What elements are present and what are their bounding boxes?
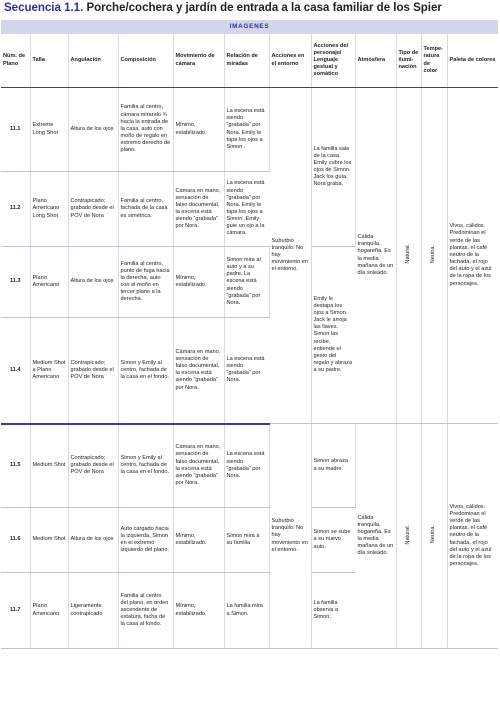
- cell-acciones-entorno-group2: Suburbio tranquilo. No hay movimiento en el entorno.: [269, 424, 311, 649]
- cell-acciones-personaje: La familia sale de la casa. Emily cubre los ojos de Simon. Jack los guía, Nora graba.: [311, 88, 355, 247]
- shot-number: 11.6: [1, 508, 30, 573]
- banner-imagenes: IMAGENES: [1, 20, 498, 34]
- shot-number: 11.2: [1, 172, 30, 247]
- table-row: [1, 424, 498, 508]
- header-angulacion: Angulación: [68, 34, 118, 88]
- cell-talla: Medium Shot: [30, 508, 68, 573]
- cell-angulacion: Altura de los ojos: [68, 508, 118, 573]
- cell-iluminacion-group1: Natural.: [396, 88, 421, 424]
- cell-talla: Plano Americano: [30, 573, 68, 649]
- cell-angulacion: Altura de los ojos: [68, 247, 118, 318]
- cell-talla: Medium Shot: [30, 424, 68, 508]
- header-num: Núm. de Plano: [1, 34, 30, 88]
- cell-relacion: La escena está siendo “grabada” por Nora.: [224, 318, 269, 424]
- cell-temperatura-group2: Neutra.: [421, 424, 447, 649]
- cell-talla: Extreme Long Shot: [30, 88, 68, 172]
- cell-acciones-personaje: Emily le destapa los ojos a Simon. Jack le arroja las llaves. Simon las recibe, entiende el gesto del regalo y abraza a su padre.: [311, 247, 355, 424]
- cell-relacion: La escena está siendo “grabada” por Nora.: [224, 424, 269, 508]
- header-relacion: Relación de miradas: [224, 34, 269, 88]
- cell-movimiento: Mínimo, estabilizado.: [173, 88, 224, 172]
- cell-composicion: Auto cargado hacia la izquierda, Simon en el extremo izquierdo del plano.: [118, 508, 173, 573]
- cell-angulacion: Ligeramente contrapicado: [68, 573, 118, 649]
- header-talla: Talla: [30, 34, 68, 88]
- header-row: [1, 34, 498, 88]
- sequence-title: Porche/cochera y jardín de entrada a la casa familiar de los Spier: [86, 2, 442, 14]
- cell-relacion: La escena está siendo “grabada” por Nora. Emily le tapa los ojos a Simon .: [224, 88, 269, 172]
- cell-acciones-personaje: Simon se sube a su nuevo auto.: [311, 508, 355, 573]
- cell-acciones-entorno-group1: Suburbio tranquilo. No hay movimiento en el entorno.: [269, 88, 311, 424]
- cell-atmosfera-group2: Cálida tranquila, hogareña. Es la media mañana de un día soleado.: [355, 424, 396, 649]
- header-atmosfera: Atmósfera: [355, 34, 396, 88]
- cell-composicion: Familia al centro, cámara mirando ¾ hacia la entrada de la casa, auto con moño de regalo en extremo derecho de plano.: [118, 88, 173, 172]
- header-iluminacion: Tipo de ilumi- nación: [396, 34, 421, 88]
- cell-talla: Medium Shot a Plano Americano: [30, 318, 68, 424]
- cell-angulacion: Contrapicado; grabado desde el POV de Nora: [68, 172, 118, 247]
- cell-acciones-personaje: La familia observa a Simon.: [311, 573, 355, 649]
- shot-number: 11.7: [1, 573, 30, 649]
- cell-atmosfera-group1: Cálida tranquila, hogareña. Es la media mañana de un día soleado.: [355, 88, 396, 424]
- cell-composicion: Familia al centro, punto de fuga hacia la derecha, auto con el moño en tercer plano a la derecha.: [118, 247, 173, 318]
- cell-composicion: Familia al centro, fachada de la casa es simétrica.: [118, 172, 173, 247]
- cell-relacion: Simon mira al auto y a su padre. La escena está siendo “grabada” por Nora.: [224, 247, 269, 318]
- cell-movimiento: Mínimo, estabilizado.: [173, 573, 224, 649]
- cell-talla: Plano Americano: [30, 247, 68, 318]
- shot-number: 11.1: [1, 88, 30, 172]
- shot-breakdown-table: [1, 20, 498, 649]
- cell-iluminacion-group2: Natural.: [396, 424, 421, 649]
- cell-paleta-group2: Vivos, cálidos. Predominan el verde de las plantas, el café neutro de la fachada, el rojo del auto y el azul de la ropa de los personajes.: [447, 424, 498, 649]
- cell-angulacion: Altura de los ojos: [68, 88, 118, 172]
- banner-row: [1, 20, 498, 34]
- page-title: [4, 2, 442, 14]
- header-acciones-entorno: Acciones en el entorno: [269, 34, 311, 88]
- header-paleta: Paleta de colores: [447, 34, 498, 88]
- cell-composicion: Simon y Emily al centro, fachada de la casa en el fondo.: [118, 424, 173, 508]
- cell-angulacion: Contrapicado; grabado desde el POV de Nora: [68, 424, 118, 508]
- cell-acciones-personaje: Simon abraza a su madre.: [311, 424, 355, 508]
- shot-number: 11.3: [1, 247, 30, 318]
- cell-paleta-group1: Vivos, cálidos. Predominan el verde de las plantas, el café neutro de la fachada, el rojo del auto y el azul de la ropa de los personajes.: [447, 88, 498, 424]
- header-acciones-personaje: Acciones del personaje/ Lenguaje gestual y somático: [311, 34, 355, 88]
- shot-number: 11.5: [1, 424, 30, 508]
- cell-relacion: La escena está siendo “grabada” por Nora. Emily le tapa los ojos a Simon .Emily guie un ojo a la cámara.: [224, 172, 269, 247]
- header-composicion: Composición: [118, 34, 173, 88]
- cell-movimiento: Mínimo, estabilizado.: [173, 508, 224, 573]
- header-movimiento: Movimiento de cámara: [173, 34, 224, 88]
- sequence-number: Secuencia 1.1.: [4, 2, 84, 14]
- cell-temperatura-group1: Neutra.: [421, 88, 447, 424]
- cell-angulacion: Contrapicado; grabado desde el POV de Nora: [68, 318, 118, 424]
- cell-composicion: Familia al centro del plano, en orden ascendente de estatura, facha de la casa al fondo.: [118, 573, 173, 649]
- cell-movimiento: Cámara en mano, sensación de falso documental, la escena está siendo “grabada” por Nora.: [173, 424, 224, 508]
- cell-relacion: Simon mira a su familia: [224, 508, 269, 573]
- table-row: [1, 88, 498, 172]
- header-temperatura: Tempe- ratura de color: [421, 34, 447, 88]
- cell-relacion: La familia mira a Simon.: [224, 573, 269, 649]
- cell-talla: Plano Americano Long Shot: [30, 172, 68, 247]
- cell-movimiento: Cámara en mano, sensación de falso documental, la escena está siendo “grabada” por Nora.: [173, 318, 224, 424]
- cell-movimiento: Cámara en mano, sensación de falso documental, la escena está siendo “grabada” por Nora.: [173, 172, 224, 247]
- shot-number: 11.4: [1, 318, 30, 424]
- cell-movimiento: Mínimo, estabilizado.: [173, 247, 224, 318]
- cell-composicion: Simon y Emily al centro, fachada de la casa en el fondo.: [118, 318, 173, 424]
